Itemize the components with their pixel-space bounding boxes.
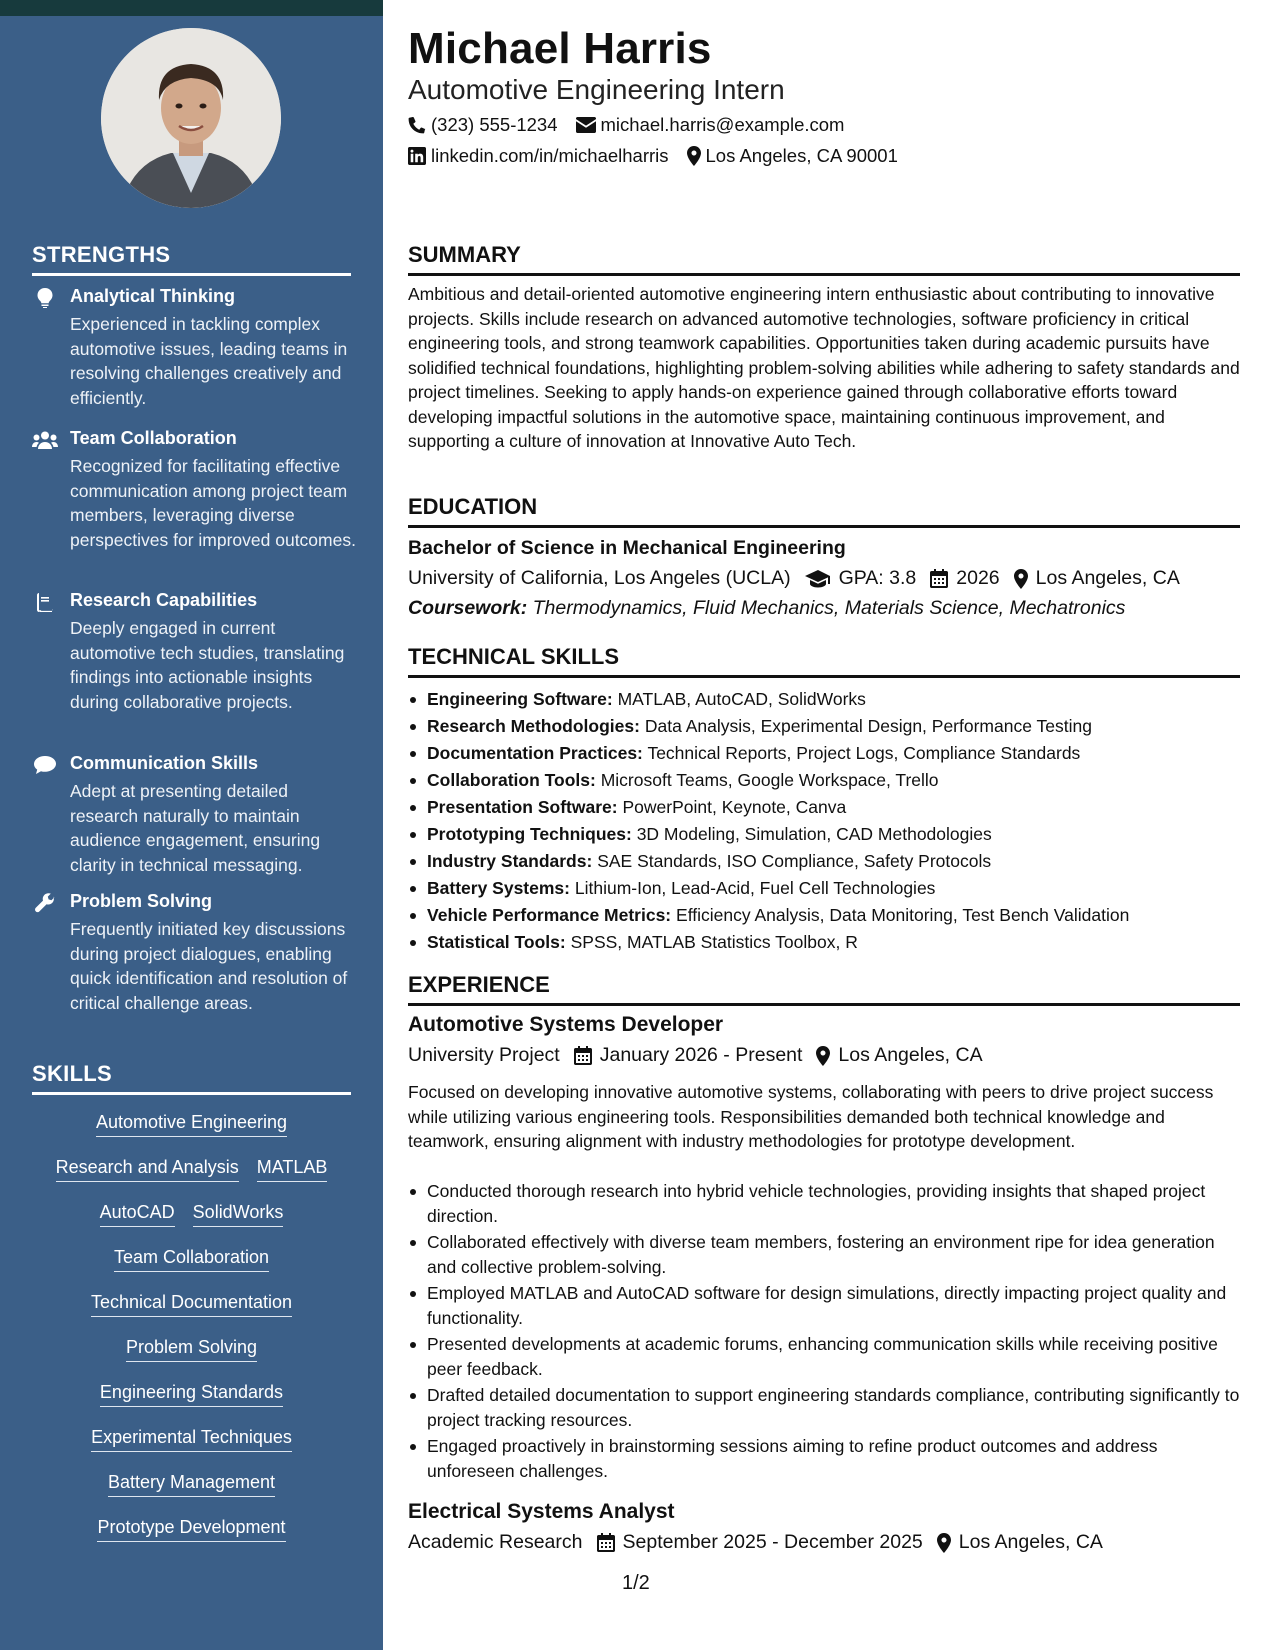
envelope-icon xyxy=(576,117,596,133)
skill-values: Data Analysis, Experimental Design, Performance Testing xyxy=(644,716,1092,736)
calendar-icon xyxy=(597,1533,615,1552)
strength-description: Frequently initiated key discussions during project dialogues, enabling quick identification and resolution of critical challenge areas. xyxy=(70,919,348,1013)
degree-title: Bachelor of Science in Mechanical Engineering xyxy=(408,537,846,559)
linkedin-link[interactable]: linkedin.com/in/michaelharris xyxy=(431,145,669,166)
skill-tag: Battery Management xyxy=(108,1472,275,1497)
skill-tag: Problem Solving xyxy=(126,1337,257,1362)
users-icon xyxy=(32,430,58,450)
skill-category: Vehicle Performance Metrics: xyxy=(427,905,672,925)
strength-title: Communication Skills xyxy=(70,753,259,773)
job-location-text: Los Angeles, CA xyxy=(958,1531,1103,1553)
profile-photo xyxy=(101,28,281,208)
skill-tag: Team Collaboration xyxy=(114,1247,269,1272)
skill-values: 3D Modeling, Simulation, CAD Methodologies xyxy=(636,824,992,844)
list-item xyxy=(408,741,1240,768)
summary-heading: SUMMARY xyxy=(408,242,1240,276)
strength-description: Recognized for facilitating effective communication among project team members, leveraging diverse perspectives for improved outcomes. xyxy=(70,456,356,550)
strength-description: Experienced in tackling complex automotive issues, leading teams in resolving challenges creatively and efficiently. xyxy=(70,314,348,408)
skills-heading: SKILLS xyxy=(32,1061,351,1095)
list-item: Employed MATLAB and AutoCAD software for design simulations, directly impacting project quality and functionality. xyxy=(408,1281,1240,1330)
job-dates-text: January 2026 - Present xyxy=(599,1044,803,1066)
skills-row xyxy=(32,1517,351,1542)
skill-tag: SolidWorks xyxy=(193,1202,284,1227)
technical-skills-list xyxy=(408,687,1240,957)
skill-category: Battery Systems: xyxy=(427,878,570,898)
linkedin-icon xyxy=(408,147,426,165)
job-organization: University Project xyxy=(408,1044,560,1066)
list-item: Presented developments at academic forums, enhancing communication skills while receiving positive peer feedback. xyxy=(408,1332,1240,1381)
sidebar-top-bar xyxy=(0,0,383,16)
strength-title: Research Capabilities xyxy=(70,590,258,610)
list-item xyxy=(408,876,1240,903)
education-heading: EDUCATION xyxy=(408,494,1240,528)
gpa-text: GPA: 3.8 xyxy=(838,567,917,589)
skills-row xyxy=(32,1157,351,1182)
skills-row xyxy=(32,1202,351,1227)
school-name: University of California, Los Angeles (UCLA) xyxy=(408,567,791,589)
calendar-icon xyxy=(930,569,948,588)
location-contact xyxy=(687,145,898,167)
experience-heading: EXPERIENCE xyxy=(408,972,1240,1006)
phone-text: (323) 555-1234 xyxy=(431,114,558,135)
skills-row xyxy=(32,1382,351,1407)
education-meta xyxy=(408,567,1194,590)
list-item xyxy=(408,822,1240,849)
email-contact[interactable] xyxy=(576,114,845,136)
linkedin-contact[interactable] xyxy=(408,145,669,167)
contact-row xyxy=(408,145,916,167)
phone-icon xyxy=(408,116,426,134)
skill-values: MATLAB, AutoCAD, SolidWorks xyxy=(617,689,866,709)
job-title: Automotive Systems Developer xyxy=(408,1013,724,1036)
skill-category: Statistical Tools: xyxy=(427,932,566,952)
job-meta xyxy=(408,1044,997,1067)
summary-text: Ambitious and detail-oriented automotive engineering intern enthusiastic about contributing to innovative projects. Skills include research on advanced automotive technologies, software proficiency in critical engineering tools, and strong teamwork capabilities. Opportunities taken during academic pursuits have solidified technical foundations, highlighting problem-solving abilities while adhering to safety standards and project timelines. Seeking to apply hands-on experience gained through collaborative efforts toward developing impactful solutions in the automotive space, maintaining continuous improvement, and supporting a culture of innovation at Innovative Auto Tech. xyxy=(408,284,1240,451)
skill-category: Research Methodologies: xyxy=(427,716,640,736)
job-dates-text: September 2025 - December 2025 xyxy=(622,1531,923,1553)
strength-description: Deeply engaged in current automotive tech studies, translating findings into actionable insights during collaborative projects. xyxy=(70,618,345,712)
lightbulb-icon xyxy=(32,288,58,308)
location-text: Los Angeles, CA 90001 xyxy=(705,145,898,166)
list-item xyxy=(408,687,1240,714)
skills-row xyxy=(32,1292,351,1317)
year-item xyxy=(930,567,999,590)
job-bullets xyxy=(408,1179,1240,1485)
strength-title: Team Collaboration xyxy=(70,428,237,448)
list-item: Engaged proactively in brainstorming sessions aiming to refine product outcomes and address unforeseen challenges. xyxy=(408,1434,1240,1483)
skill-tag: Experimental Techniques xyxy=(91,1427,292,1452)
job-location-text: Los Angeles, CA xyxy=(838,1044,983,1066)
list-item xyxy=(408,903,1240,930)
skill-values: SAE Standards, ISO Compliance, Safety Protocols xyxy=(597,851,992,871)
list-item: Conducted thorough research into hybrid vehicle technologies, providing insights that shaped project direction. xyxy=(408,1179,1240,1228)
list-item: Drafted detailed documentation to support engineering standards compliance, contributing significantly to project tracking resources. xyxy=(408,1383,1240,1432)
skill-values: Lithium-Ion, Lead-Acid, Fuel Cell Technologies xyxy=(574,878,936,898)
job-location xyxy=(816,1044,982,1067)
candidate-name: Michael Harris xyxy=(408,24,712,73)
book-icon xyxy=(32,592,58,612)
skills-row xyxy=(32,1112,351,1137)
strength-title: Analytical Thinking xyxy=(70,286,236,306)
skill-tag: Prototype Development xyxy=(97,1517,285,1542)
skill-category: Prototyping Techniques: xyxy=(427,824,632,844)
strength-description: Adept at presenting detailed research naturally to maintain audience engagement, ensuring clarity in technical messaging. xyxy=(70,781,321,875)
strengths-heading: STRENGTHS xyxy=(32,242,351,276)
skill-category: Presentation Software: xyxy=(427,797,618,817)
skill-tag: Research and Analysis xyxy=(56,1157,239,1182)
list-item xyxy=(408,714,1240,741)
map-pin-icon xyxy=(1014,569,1028,589)
list-item xyxy=(408,795,1240,822)
sidebar xyxy=(0,0,383,1650)
list-item xyxy=(408,930,1240,957)
skill-values: Microsoft Teams, Google Workspace, Trello xyxy=(600,770,939,790)
page-number: 1/2 xyxy=(622,1572,650,1594)
skill-category: Industry Standards: xyxy=(427,851,593,871)
education-location xyxy=(1014,567,1180,590)
coursework-label: Coursework: xyxy=(408,597,528,619)
skills-row xyxy=(32,1427,351,1452)
skill-tag: AutoCAD xyxy=(100,1202,175,1227)
wrench-icon xyxy=(32,893,58,913)
job-organization: Academic Research xyxy=(408,1531,583,1553)
map-pin-icon xyxy=(687,146,701,166)
speech-bubble-icon xyxy=(32,755,58,775)
skills-row xyxy=(32,1337,351,1362)
skill-values: Efficiency Analysis, Data Monitoring, Test Bench Validation xyxy=(676,905,1130,925)
skill-tag: Engineering Standards xyxy=(100,1382,283,1407)
job-title: Electrical Systems Analyst xyxy=(408,1500,675,1523)
education-location-text: Los Angeles, CA xyxy=(1035,567,1180,589)
map-pin-icon xyxy=(937,1533,951,1553)
skill-category: Collaboration Tools: xyxy=(427,770,596,790)
list-item xyxy=(408,849,1240,876)
strength-title: Problem Solving xyxy=(70,891,213,911)
job-dates xyxy=(597,1531,923,1554)
skill-tag: Automotive Engineering xyxy=(96,1112,287,1137)
job-meta xyxy=(408,1531,1117,1554)
calendar-icon xyxy=(574,1046,592,1065)
contact-row xyxy=(408,114,862,136)
coursework xyxy=(408,597,1125,620)
gpa-item xyxy=(805,567,917,590)
list-item xyxy=(408,768,1240,795)
skill-values: Technical Reports, Project Logs, Compliance Standards xyxy=(647,743,1081,763)
candidate-title: Automotive Engineering Intern xyxy=(408,74,785,105)
skill-tag: Technical Documentation xyxy=(91,1292,292,1317)
skill-values: SPSS, MATLAB Statistics Toolbox, R xyxy=(570,932,858,952)
job-description: Focused on developing innovative automotive systems, collaborating with peers to drive project success while utilizing various engineering tools. Responsibilities demanded both technical knowledge and teamwork, ensuring alignment with industry methodologies for prototype development. xyxy=(408,1082,1214,1151)
list-item: Collaborated effectively with diverse team members, fostering an environment ripe for idea generation and collective problem-solving. xyxy=(408,1230,1240,1279)
job-dates xyxy=(574,1044,803,1067)
map-pin-icon xyxy=(816,1046,830,1066)
graduation-cap-icon xyxy=(805,570,831,588)
skills-row xyxy=(32,1247,351,1272)
skill-category: Documentation Practices: xyxy=(427,743,643,763)
year-text: 2026 xyxy=(956,567,1000,589)
coursework-list: Thermodynamics, Fluid Mechanics, Materials Science, Mechatronics xyxy=(532,597,1126,619)
technical-skills-heading: TECHNICAL SKILLS xyxy=(408,644,1240,678)
skills-row xyxy=(32,1472,351,1497)
skill-values: PowerPoint, Keynote, Canva xyxy=(622,797,847,817)
email-link[interactable]: michael.harris@example.com xyxy=(600,114,845,135)
job-location xyxy=(937,1531,1103,1554)
phone-contact xyxy=(408,114,558,136)
skill-category: Engineering Software: xyxy=(427,689,613,709)
skill-tag: MATLAB xyxy=(257,1157,328,1182)
